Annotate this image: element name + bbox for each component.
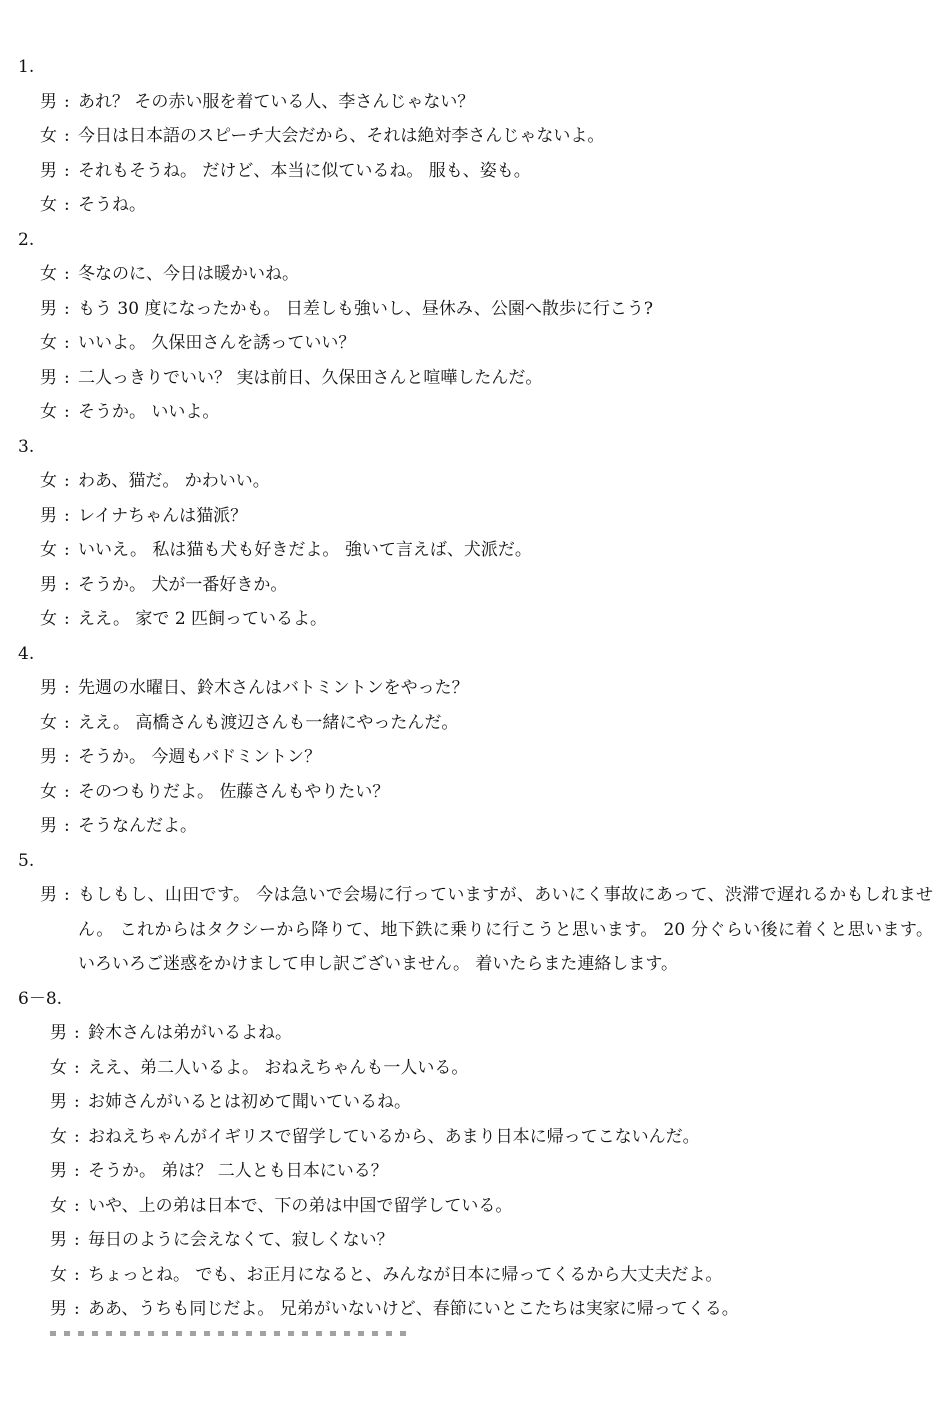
speaker-colon: :	[64, 885, 70, 905]
section-1	[18, 50, 933, 223]
speaker-label: 女	[50, 1126, 67, 1147]
speaker-label: 女	[40, 781, 57, 802]
utterance-text: そうね。	[78, 195, 146, 215]
speaker-label: 男	[40, 91, 57, 112]
dialogue-line	[18, 361, 933, 396]
dialogue-line	[18, 1120, 933, 1155]
dialogue-line	[18, 154, 933, 189]
speaker-colon: :	[64, 712, 70, 733]
speaker-label: 男	[40, 505, 57, 526]
dialogue-line	[18, 292, 933, 327]
speaker-label: 女	[40, 264, 57, 284]
speaker-label: 男	[40, 160, 57, 181]
speaker-label: 女	[40, 126, 57, 146]
dialogue-line	[18, 464, 933, 499]
utterance-text: お姉さんがいるとは初めて聞いているね。	[88, 1092, 411, 1112]
utterance-text: レイナちゃんは猫派？	[78, 505, 248, 526]
dialogue-line	[18, 671, 933, 706]
speaker-label: 男	[40, 747, 57, 767]
utterance-text: わあ、猫だ。 かわいい。	[78, 471, 270, 491]
section-3	[18, 430, 933, 637]
dialogue-line	[18, 1051, 933, 1086]
utterance-text: そうなんだよ。	[78, 816, 197, 836]
speaker-colon: :	[64, 781, 70, 802]
utterance-text: いいよ。 久保田さんを誘っていい？	[78, 333, 356, 353]
dialogue-line	[18, 1292, 933, 1327]
speaker-label: 男	[40, 885, 57, 905]
speaker-colon: :	[74, 1092, 80, 1112]
speaker-label: 女	[40, 712, 57, 733]
speaker-colon: :	[64, 367, 70, 388]
speaker-colon: :	[64, 574, 70, 595]
utterance-text: 二人っきりでいい？ 実は前日、久保田さんと喧嘩したんだ。	[78, 367, 543, 388]
dialogue-line	[18, 1154, 933, 1189]
dialogue-line	[18, 809, 933, 844]
utterance-text: ええ。 高橋さんも渡辺さんも一緒にやったんだ。	[78, 712, 459, 733]
speaker-colon: :	[74, 1230, 80, 1250]
dialogue-line	[18, 775, 933, 810]
cropped-text-fragment	[50, 1331, 410, 1336]
section-number: 5.	[18, 850, 35, 871]
dialogue-line	[18, 533, 933, 568]
utterance-text: ああ、うちも同じだよ。 兄弟がいないけど、春節にいとこたちは実家に帰ってくる。	[88, 1299, 739, 1319]
section-4	[18, 637, 933, 844]
speaker-colon: :	[64, 747, 70, 767]
utterance-text: そうか。 いいよ。	[78, 402, 220, 422]
utterance-text: おねえちゃんがイギリスで留学しているから、あまり日本に帰ってこないんだ。	[88, 1126, 700, 1147]
speaker-label: 女	[40, 402, 57, 422]
section-number: 3.	[18, 436, 35, 457]
dialogue-line	[18, 878, 933, 982]
speaker-label: 女	[40, 540, 57, 560]
utterance-text: あれ？ その赤い服を着ている人、李さんじゃない？	[78, 91, 475, 112]
speaker-label: 男	[50, 1230, 67, 1250]
speaker-label: 女	[50, 1057, 67, 1078]
utterance-text: 今日は日本語のスピーチ大会だから、それは絶対李さんじゃないよ。	[78, 126, 605, 146]
speaker-label: 女	[50, 1264, 67, 1285]
utterance-text: ええ、弟二人いるよ。 おねえちゃんも一人いる。	[88, 1057, 469, 1078]
speaker-colon: :	[64, 160, 70, 181]
dialogue-line	[18, 568, 933, 603]
dialogue-line	[18, 1189, 933, 1224]
speaker-label: 男	[40, 298, 57, 319]
speaker-colon: :	[74, 1057, 80, 1078]
utterance-text: 先週の水曜日、鈴木さんはバトミントンをやった？	[78, 678, 469, 698]
speaker-colon: :	[64, 678, 70, 698]
dialogue-line	[18, 740, 933, 775]
speaker-colon: :	[64, 333, 70, 353]
speaker-label: 男	[40, 678, 57, 698]
cropped-text-line	[50, 1330, 410, 1336]
utterance-text: そうか。 弟は？ 二人とも日本にいる？	[88, 1161, 388, 1181]
speaker-label: 女	[40, 333, 57, 353]
utterance-text: 毎日のように会えなくて、寂しくない？	[88, 1230, 394, 1250]
speaker-colon: :	[64, 609, 70, 629]
speaker-label: 女	[40, 195, 57, 215]
section-2	[18, 223, 933, 430]
speaker-label: 男	[40, 816, 57, 836]
speaker-label: 男	[50, 1161, 67, 1181]
utterance-text: もう 30 度になったかも。 日差しも強いし、昼休み、公園へ散歩に行こう?	[78, 298, 653, 319]
section-number: 4.	[18, 643, 35, 664]
dialogue-line	[18, 1258, 933, 1293]
utterance-text: ちょっとね。 でも、お正月になると、みんなが日本に帰ってくるから大丈夫だよ。	[88, 1264, 723, 1285]
speaker-colon: :	[64, 505, 70, 526]
dialogue-line	[18, 326, 933, 361]
speaker-colon: :	[64, 91, 70, 112]
section-6-8	[18, 982, 933, 1327]
speaker-colon: :	[64, 298, 70, 319]
utterance-text: もしもし、山田です。 今は急いで会場に行っていますが、あいにく事故にあって、渋滞で遅れるかもしれません。 これからはタクシーから降りて、地下鉄に乗りに行こうと思います。 20 分ぐらい後に着くと思います。 いろいろご迷惑をかけまして申し訳ございません。 着いたらまた連絡します。	[78, 885, 933, 974]
utterance-text: いや、上の弟は日本で、下の弟は中国で留学している。	[88, 1195, 513, 1216]
dialogue-line	[18, 1085, 933, 1120]
utterance-text: いいえ。 私は猫も犬も好きだよ。 強いて言えば、犬派だ。	[78, 540, 532, 560]
speaker-colon: :	[64, 264, 70, 284]
speaker-label: 男	[50, 1092, 67, 1112]
section-number: 1.	[18, 57, 35, 77]
speaker-colon: :	[64, 402, 70, 422]
speaker-colon: :	[74, 1023, 80, 1043]
utterance-text: それもそうね。 だけど、本当に似ているね。 服も、姿も。	[78, 160, 531, 181]
speaker-colon: :	[64, 816, 70, 836]
utterance-text: 鈴木さんは弟がいるよね。	[88, 1023, 292, 1043]
speaker-colon: :	[74, 1264, 80, 1285]
dialogue-line	[18, 188, 933, 223]
dialogue-line	[18, 1223, 933, 1258]
speaker-label: 男	[50, 1023, 67, 1043]
utterance-text: 冬なのに、今日は暖かいね。	[78, 264, 299, 284]
speaker-label: 男	[50, 1299, 67, 1319]
dialogue-line	[18, 119, 933, 154]
transcript-content	[18, 50, 933, 1340]
speaker-label: 女	[50, 1195, 67, 1216]
speaker-colon: :	[64, 471, 70, 491]
speaker-label: 女	[40, 609, 57, 629]
dialogue-line	[18, 706, 933, 741]
speaker-label: 男	[40, 574, 57, 595]
speaker-colon: :	[74, 1161, 80, 1181]
dialogue-line	[18, 85, 933, 120]
speaker-colon: :	[64, 195, 70, 215]
speaker-colon: :	[64, 126, 70, 146]
dialogue-line	[18, 257, 933, 292]
section-number: 2.	[18, 229, 35, 250]
utterance-text: そうか。 今週もバドミントン？	[78, 747, 322, 767]
dialogue-line	[18, 1016, 933, 1051]
speaker-colon: :	[74, 1299, 80, 1319]
section-5	[18, 844, 933, 982]
utterance-text: そうか。 犬が一番好きか。	[78, 574, 288, 595]
utterance-text: そのつもりだよ。 佐藤さんもやりたい？	[78, 781, 390, 802]
speaker-label: 男	[40, 367, 57, 388]
dialogue-line	[18, 395, 933, 430]
utterance-text: ええ。 家で 2 匹飼っているよ。	[78, 609, 328, 629]
dialogue-line	[18, 602, 933, 637]
dialogue-line	[18, 499, 933, 534]
section-number: 6－8.	[18, 988, 63, 1009]
speaker-label: 女	[40, 471, 57, 491]
speaker-colon: :	[64, 540, 70, 560]
speaker-colon: :	[74, 1195, 80, 1216]
speaker-colon: :	[74, 1126, 80, 1147]
